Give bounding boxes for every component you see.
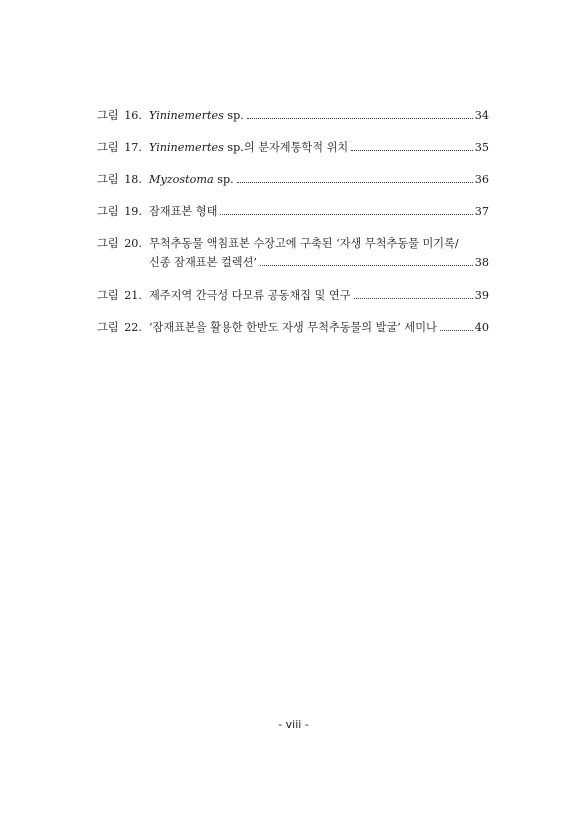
figure-word: 그림 [97, 321, 119, 334]
entry-title: ‘잠재표본을 활용한 한반도 자생 무척추동물의 발굴’ 세미나 [149, 321, 437, 334]
figure-number: 18. [124, 173, 142, 186]
dot-leader [247, 118, 473, 119]
figure-word: 그림 [97, 289, 119, 302]
dot-leader [351, 150, 473, 151]
entry-title: 잠재표본 형태 [149, 205, 218, 218]
dot-leader [260, 265, 473, 266]
figure-word: 그림 [97, 205, 119, 218]
dot-leader [354, 298, 473, 299]
dot-leader [220, 214, 472, 215]
figure-label [97, 202, 149, 221]
toc-entry-figure-17[interactable] [97, 138, 489, 157]
entry-title-line-1: 무척추동물 액침표본 수장고에 구축된 ‘자생 무척추동물 미기록/ [149, 237, 459, 250]
figure-label [97, 318, 149, 337]
figure-number: 16. [124, 109, 142, 122]
figure-label [97, 106, 149, 125]
page-number: 39 [474, 289, 489, 302]
page-number: 37 [474, 205, 489, 218]
entry-title: 제주지역 간극성 다모류 공동채집 및 연구 [149, 289, 351, 302]
toc-entry-figure-19[interactable] [97, 202, 489, 221]
figure-number: 19. [124, 205, 142, 218]
toc-entry-figure-16[interactable] [97, 106, 489, 125]
entry-title [149, 138, 348, 157]
entry-title [149, 106, 244, 125]
page-number: 34 [474, 109, 489, 122]
dot-leader [440, 330, 473, 331]
title-rest: sp. [213, 173, 234, 186]
title-rest: sp. [223, 109, 244, 122]
species-name: Yininemertes [149, 141, 224, 154]
title-rest: sp.의 분자계통학적 위치 [223, 141, 349, 154]
figure-word: 그림 [97, 141, 119, 154]
figure-word: 그림 [97, 109, 119, 122]
entry-title-line-2: 신종 잠재표본 컬렉션’ [149, 256, 257, 269]
entry-title [149, 170, 234, 189]
figure-word: 그림 [97, 173, 119, 186]
page-number: 35 [474, 141, 489, 154]
figure-number: 21. [124, 289, 142, 302]
toc-entry-figure-21[interactable] [97, 286, 489, 305]
figure-number: 17. [124, 141, 142, 154]
page-number: 36 [474, 173, 489, 186]
toc-entry-figure-20[interactable] [97, 234, 489, 272]
figure-word: 그림 [97, 237, 119, 250]
figure-number: 20. [124, 237, 142, 250]
figure-label [97, 234, 149, 253]
page-footer: - viii - [278, 718, 309, 731]
toc-entry-figure-18[interactable] [97, 170, 489, 189]
species-name: Yininemertes [149, 109, 224, 122]
page-number: 38 [474, 256, 489, 269]
dot-leader [237, 182, 473, 183]
page-number: 40 [474, 321, 489, 334]
species-name: Myzostoma [149, 173, 214, 186]
figure-label [97, 170, 149, 189]
figure-label [97, 138, 149, 157]
figure-number: 22. [124, 321, 142, 334]
figure-list [97, 106, 489, 350]
figure-label [97, 286, 149, 305]
toc-entry-figure-22[interactable] [97, 318, 489, 337]
